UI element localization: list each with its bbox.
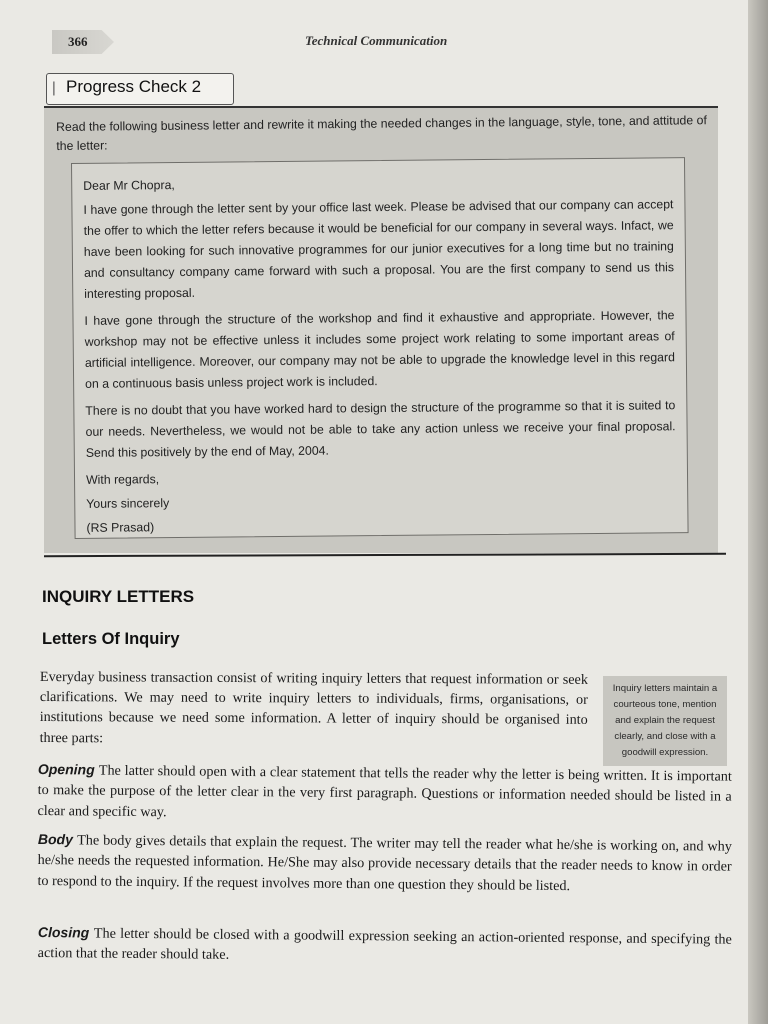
closing-label: Closing [37,923,94,941]
letter-paragraph: I have gone through the letter sent by your office last week. Please be advised that our company can accept the offer to which the letter refers because it would be beneficial for our company in several ways. Infact, we have been looking for such innovative programmes for our junior executives for a long time but no training and consultancy company came forward with such a proposal. You are the first company to send us this interesting proposal. [83,197,675,301]
margin-note: Inquiry letters maintain a courteous tone, mention and explain the request clearly, and close with a goodwill expression. [612,683,718,758]
page-number: 366 [68,34,88,49]
opening-label: Opening [37,760,99,778]
body-label: Body [37,830,78,848]
section-subheading: Letters Of Inquiry [42,630,180,648]
page-edge-shadow [748,0,768,1024]
opening-text: The latter should open with a clear statement that tells the reader why the letter is being written. It is important to make the purpose of the letter clear in the very first paragraph. Questions or information needed should be listed in a clear and specific way. [37,762,732,820]
sample-letter [71,157,689,539]
progress-check-instruction: Read the following business letter and rewrite it making the needed changes in the language, style, tone, and attitude of the letter: [56,113,707,153]
letter-regards: With regards, [85,472,160,487]
intro-paragraph: Everyday business transaction consist of writing inquiry letters that request information or seek clarifications. We may need to write inquiry letters to individuals, firms, organisations, or institutions because we need some information. A letter of inquiry should be organised into three parts: [39,669,588,746]
letter-paragraph: I have gone through the structure of the workshop and find it exhaustive and appropriate. However, the workshop may not be effective unless it includes some project work relating to some important areas of artificial intelligence. Moreover, our company may not be able to upgrade the knowledge level in this regard on a continuous basis unless project work is included. [84,308,675,391]
letter-signature: (RS Prasad) [86,520,155,535]
opening-paragraph [37,759,732,828]
body-text: The body gives details that explain the request. The writer may tell the reader what he/she is working on, and why he/she needs the requested information. He/She may also provide necessary details that the reader needs to know in order to respond to the inquiry. If the request involves more than one question they should be listed. [37,832,732,894]
body-paragraph [37,829,732,898]
progress-check-title: Progress Check 2 [66,77,202,96]
scroll-icon: ❘ [48,80,60,96]
letter-closing: Yours sincerely [86,496,170,511]
running-head: Technical Communication [305,33,448,48]
closing-text: The letter should be closed with a goodwill expression seeking an action-oriented response, and specifying the action that the reader should take. [37,925,732,964]
letter-paragraph: There is no doubt that you have worked hard to design the structure of the programme so that it is suited to our needs. Nevertheless, we would not be able to take any action unless we receive your final proposal. Send this positively by the end of May, 2004. [85,398,676,460]
letter-salutation: Dear Mr Chopra, [83,178,175,193]
section-heading: INQUIRY LETTERS [42,587,195,606]
closing-paragraph [38,922,732,970]
